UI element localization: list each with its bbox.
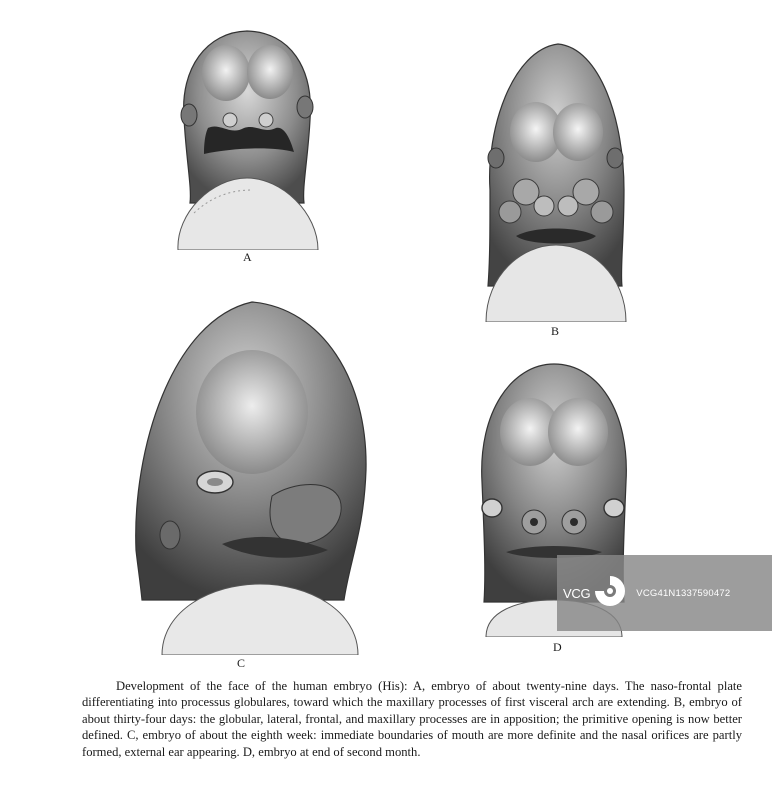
figure-caption-text: Development of the face of the human embryo (His): A, embryo of about twenty-nine days. The naso-frontal plate differentiating into processus globulares, toward which the maxillary processes of first visceral arch are extending. B, embryo of about thirty-four days: the globular, lateral, frontal, and maxillary processes are in apposition; the primitive opening is now better defined. C, embryo of about the eighth week: immediate boundaries of mouth are more definite and the nasal orifices are partly formed, external ear appearing. D, embryo at end of second month. xyxy=(82,679,742,759)
figure-label-d: D xyxy=(553,640,563,654)
watermark-logo-icon xyxy=(592,573,628,614)
embryo-illustration-b xyxy=(482,40,630,322)
watermark-banner xyxy=(557,555,772,631)
figure-caption xyxy=(82,678,742,760)
figure-label-a: A xyxy=(243,250,253,264)
embryo-illustration-c xyxy=(132,300,370,655)
figure-label-c: C xyxy=(237,656,246,670)
figure-label-b: B xyxy=(551,324,560,338)
embryo-illustration-a xyxy=(172,28,322,250)
watermark-id-text: VCG41N1337590472 xyxy=(636,587,731,599)
watermark-logo-text: VCG xyxy=(563,585,591,601)
